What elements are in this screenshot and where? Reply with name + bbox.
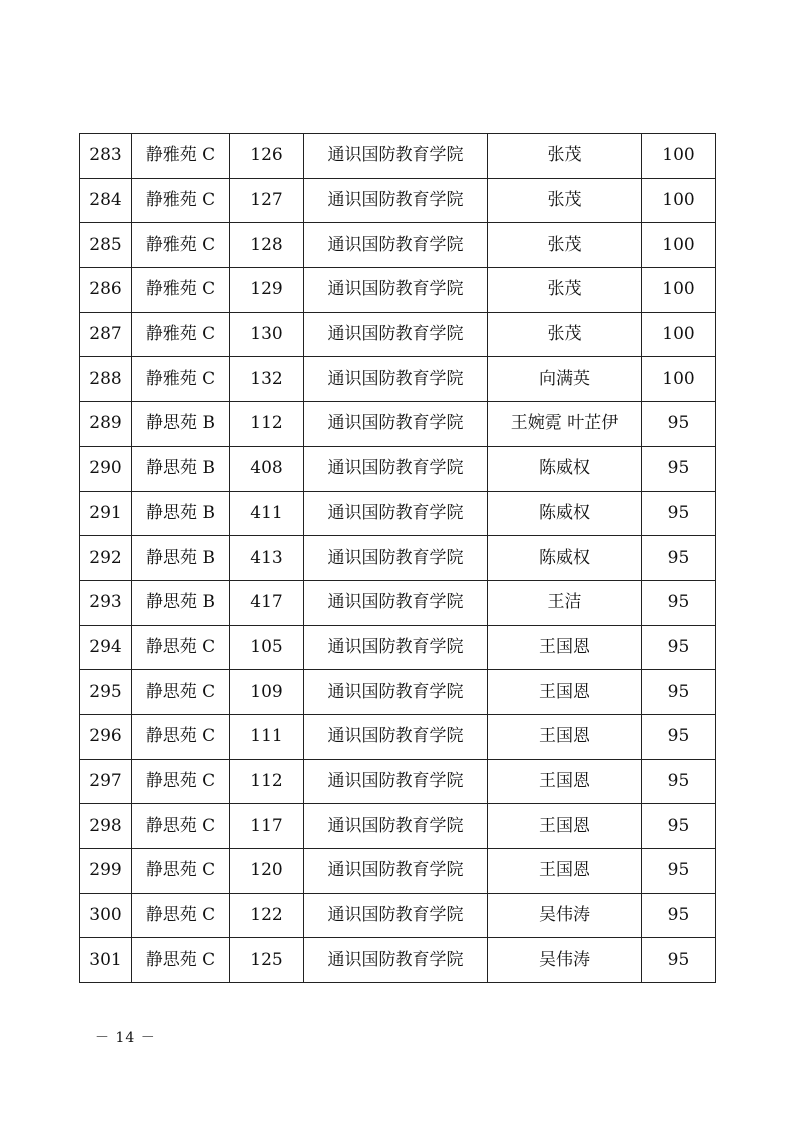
building-cell: 静思苑 B (132, 536, 230, 581)
row-number-cell: 298 (80, 804, 132, 849)
score-cell: 100 (642, 223, 716, 268)
table-row (80, 357, 716, 402)
score-cell: 95 (642, 893, 716, 938)
room-number-cell: 117 (230, 804, 304, 849)
building-cell: 静思苑 C (132, 759, 230, 804)
score-cell: 100 (642, 357, 716, 402)
room-number-cell: 413 (230, 536, 304, 581)
college-cell: 通识国防教育学院 (304, 759, 488, 804)
table-row (80, 670, 716, 715)
room-number-cell: 125 (230, 938, 304, 983)
building-cell: 静思苑 B (132, 580, 230, 625)
responsible-person-cell: 张茂 (488, 134, 642, 179)
score-cell: 95 (642, 849, 716, 894)
row-number-cell: 284 (80, 178, 132, 223)
room-number-cell: 132 (230, 357, 304, 402)
college-cell: 通识国防教育学院 (304, 804, 488, 849)
room-number-cell: 417 (230, 580, 304, 625)
row-number-cell: 295 (80, 670, 132, 715)
responsible-person-cell: 张茂 (488, 223, 642, 268)
score-cell: 95 (642, 759, 716, 804)
row-number-cell: 286 (80, 268, 132, 313)
score-cell: 100 (642, 268, 716, 313)
score-cell: 95 (642, 536, 716, 581)
table-row (80, 580, 716, 625)
responsible-person-cell: 王国恩 (488, 804, 642, 849)
row-number-cell: 287 (80, 312, 132, 357)
building-cell: 静思苑 C (132, 804, 230, 849)
responsible-person-cell: 王婉霓 叶芷伊 (488, 402, 642, 447)
score-cell: 100 (642, 178, 716, 223)
score-cell: 95 (642, 580, 716, 625)
building-cell: 静思苑 C (132, 849, 230, 894)
row-number-cell: 292 (80, 536, 132, 581)
row-number-cell: 288 (80, 357, 132, 402)
college-cell: 通识国防教育学院 (304, 580, 488, 625)
row-number-cell: 300 (80, 893, 132, 938)
responsible-person-cell: 张茂 (488, 268, 642, 313)
college-cell: 通识国防教育学院 (304, 536, 488, 581)
responsible-person-cell: 向满英 (488, 357, 642, 402)
score-cell: 95 (642, 402, 716, 447)
building-cell: 静雅苑 C (132, 312, 230, 357)
building-cell: 静思苑 C (132, 893, 230, 938)
college-cell: 通识国防教育学院 (304, 357, 488, 402)
responsible-person-cell: 陈威权 (488, 536, 642, 581)
responsible-person-cell: 王国恩 (488, 714, 642, 759)
room-number-cell: 112 (230, 759, 304, 804)
table-row (80, 491, 716, 536)
responsible-person-cell: 王洁 (488, 580, 642, 625)
college-cell: 通识国防教育学院 (304, 491, 488, 536)
room-number-cell: 408 (230, 446, 304, 491)
college-cell: 通识国防教育学院 (304, 849, 488, 894)
row-number-cell: 294 (80, 625, 132, 670)
college-cell: 通识国防教育学院 (304, 178, 488, 223)
college-cell: 通识国防教育学院 (304, 268, 488, 313)
table-row (80, 268, 716, 313)
college-cell: 通识国防教育学院 (304, 402, 488, 447)
row-number-cell: 283 (80, 134, 132, 179)
table-row (80, 446, 716, 491)
building-cell: 静思苑 B (132, 402, 230, 447)
college-cell: 通识国防教育学院 (304, 446, 488, 491)
table-row (80, 625, 716, 670)
room-number-cell: 112 (230, 402, 304, 447)
score-cell: 95 (642, 714, 716, 759)
score-cell: 95 (642, 804, 716, 849)
table-row (80, 312, 716, 357)
responsible-person-cell: 王国恩 (488, 759, 642, 804)
college-cell: 通识国防教育学院 (304, 670, 488, 715)
responsible-person-cell: 陈威权 (488, 446, 642, 491)
room-number-cell: 122 (230, 893, 304, 938)
college-cell: 通识国防教育学院 (304, 134, 488, 179)
table-row (80, 536, 716, 581)
responsible-person-cell: 王国恩 (488, 670, 642, 715)
room-number-cell: 120 (230, 849, 304, 894)
row-number-cell: 290 (80, 446, 132, 491)
table-row (80, 134, 716, 179)
college-cell: 通识国防教育学院 (304, 625, 488, 670)
row-number-cell: 289 (80, 402, 132, 447)
page-number: － 14 － (95, 1030, 156, 1046)
score-cell: 95 (642, 625, 716, 670)
building-cell: 静思苑 C (132, 625, 230, 670)
room-number-cell: 127 (230, 178, 304, 223)
building-cell: 静雅苑 C (132, 223, 230, 268)
responsible-person-cell: 吴伟涛 (488, 893, 642, 938)
room-number-cell: 129 (230, 268, 304, 313)
college-cell: 通识国防教育学院 (304, 714, 488, 759)
row-number-cell: 285 (80, 223, 132, 268)
room-number-cell: 126 (230, 134, 304, 179)
room-number-cell: 130 (230, 312, 304, 357)
college-cell: 通识国防教育学院 (304, 893, 488, 938)
responsible-person-cell: 吴伟涛 (488, 938, 642, 983)
college-cell: 通识国防教育学院 (304, 938, 488, 983)
row-number-cell: 293 (80, 580, 132, 625)
building-cell: 静思苑 C (132, 670, 230, 715)
row-number-cell: 299 (80, 849, 132, 894)
score-cell: 95 (642, 670, 716, 715)
table-row (80, 938, 716, 983)
room-number-cell: 109 (230, 670, 304, 715)
row-number-cell: 291 (80, 491, 132, 536)
table-row (80, 759, 716, 804)
building-cell: 静思苑 B (132, 491, 230, 536)
table-row (80, 223, 716, 268)
row-number-cell: 301 (80, 938, 132, 983)
room-number-cell: 128 (230, 223, 304, 268)
college-cell: 通识国防教育学院 (304, 312, 488, 357)
score-cell: 100 (642, 312, 716, 357)
table-row (80, 893, 716, 938)
building-cell: 静思苑 B (132, 446, 230, 491)
table-body (80, 134, 716, 983)
table-row (80, 178, 716, 223)
dormitory-score-table (79, 133, 716, 983)
responsible-person-cell: 王国恩 (488, 849, 642, 894)
score-cell: 95 (642, 938, 716, 983)
building-cell: 静雅苑 C (132, 357, 230, 402)
score-cell: 100 (642, 134, 716, 179)
building-cell: 静雅苑 C (132, 178, 230, 223)
table-row (80, 804, 716, 849)
responsible-person-cell: 张茂 (488, 178, 642, 223)
row-number-cell: 296 (80, 714, 132, 759)
score-cell: 95 (642, 446, 716, 491)
building-cell: 静思苑 C (132, 714, 230, 759)
college-cell: 通识国防教育学院 (304, 223, 488, 268)
building-cell: 静雅苑 C (132, 134, 230, 179)
row-number-cell: 297 (80, 759, 132, 804)
score-cell: 95 (642, 491, 716, 536)
building-cell: 静思苑 C (132, 938, 230, 983)
table-row (80, 849, 716, 894)
table-row (80, 402, 716, 447)
table-row (80, 714, 716, 759)
room-number-cell: 411 (230, 491, 304, 536)
responsible-person-cell: 张茂 (488, 312, 642, 357)
room-number-cell: 105 (230, 625, 304, 670)
room-number-cell: 111 (230, 714, 304, 759)
building-cell: 静雅苑 C (132, 268, 230, 313)
responsible-person-cell: 陈威权 (488, 491, 642, 536)
responsible-person-cell: 王国恩 (488, 625, 642, 670)
